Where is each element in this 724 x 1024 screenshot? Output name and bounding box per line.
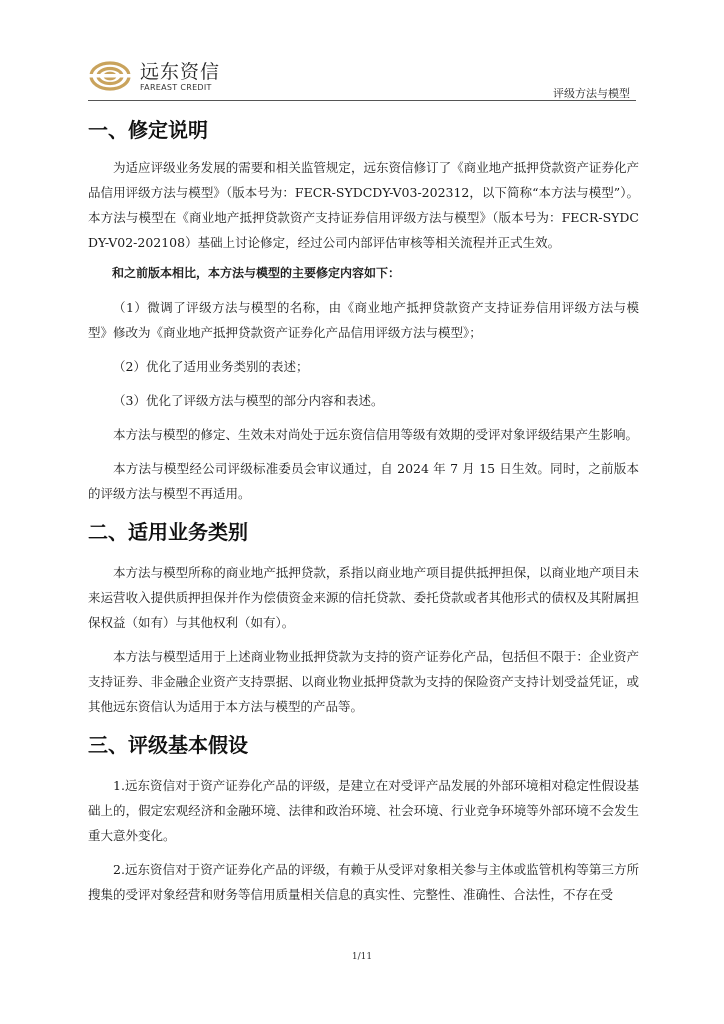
paragraph: 1.远东资信对于资产证券化产品的评级，是建立在对受评产品发展的外部环境相对稳定性假设基础上的，假定宏观经济和金融环境、法律和政治环境、社会环境、行业竞争环境等外部环境不会发生重大意外变化。	[88, 778, 639, 843]
logo-wordmark-cn: 远东资信	[140, 61, 221, 83]
list-paragraph: （2）优化了适用业务类别的表述；	[113, 359, 309, 374]
document-body	[88, 118, 639, 907]
list-paragraph: （3）优化了评级方法与模型的部分内容和表述。	[113, 393, 384, 408]
fareast-logo-icon	[88, 58, 132, 94]
logo-wordmark-en: FAREAST CREDIT	[140, 83, 212, 92]
paragraph: 为适应评级业务发展的需要和相关监管规定，远东资信修订了《商业地产抵押贷款资产证券化产品信用评级方法与模型》（版本号为：FECR-SYDCDY-V03-202312，以下简称“本方法与模型”）。本方法与模型在《商业地产抵押贷款资产支持证券信用评级方法与模型》（版本号为：FECR-SYDCDY-V02-202108）基础上讨论修定，经过公司内部评估审核等相关流程并正式生效。	[88, 160, 639, 250]
paragraph: 本方法与模型所称的商业地产抵押贷款，系指以商业地产项目提供抵押担保，以商业地产项目未来运营收入提供质押担保并作为偿债资金来源的信托贷款、委托贷款或者其他形式的债权及其附属担保权益（如有）与其他权利（如有）。	[88, 565, 639, 630]
paragraph: 本方法与模型的修定、生效未对尚处于远东资信信用等级有效期的受评对象评级结果产生影响。	[113, 427, 639, 442]
header-doc-title: 评级方法与模型	[553, 87, 630, 100]
header-divider	[88, 100, 636, 101]
section-heading: 一、修定说明	[88, 118, 208, 142]
paragraph: 本方法与模型经公司评级标准委员会审议通过，自 2024 年 7 月 15 日生效。同时，之前版本的评级方法与模型不再适用。	[88, 461, 639, 501]
list-paragraph: （1）微调了评级方法与模型的名称，由《商业地产抵押贷款资产支持证券信用评级方法与模型》修改为《商业地产抵押贷款资产证券化产品信用评级方法与模型》；	[88, 300, 639, 340]
paragraph: 本方法与模型适用于上述商业物业抵押贷款为支持的资产证券化产品，包括但不限于：企业资产支持证券、非金融企业资产支持票据、以商业物业抵押贷款为支持的保险资产支持计划受益凭证，或其他远东资信认为适用于本方法与模型的产品等。	[88, 649, 639, 714]
paragraph: 2.远东资信对于资产证券化产品的评级，有赖于从受评对象相关参与主体或监管机构等第三方所搜集的受评对象经营和财务等信用质量相关信息的真实性、完整性、准确性、合法性，不存在受	[88, 862, 639, 902]
section-heading: 三、评级基本假设	[88, 733, 248, 757]
page-header	[88, 54, 636, 100]
section-heading: 二、适用业务类别	[88, 520, 248, 544]
paragraph-bold: 和之前版本相比，本方法与模型的主要修定内容如下：	[112, 266, 401, 280]
page-number: 1/11	[351, 952, 373, 962]
